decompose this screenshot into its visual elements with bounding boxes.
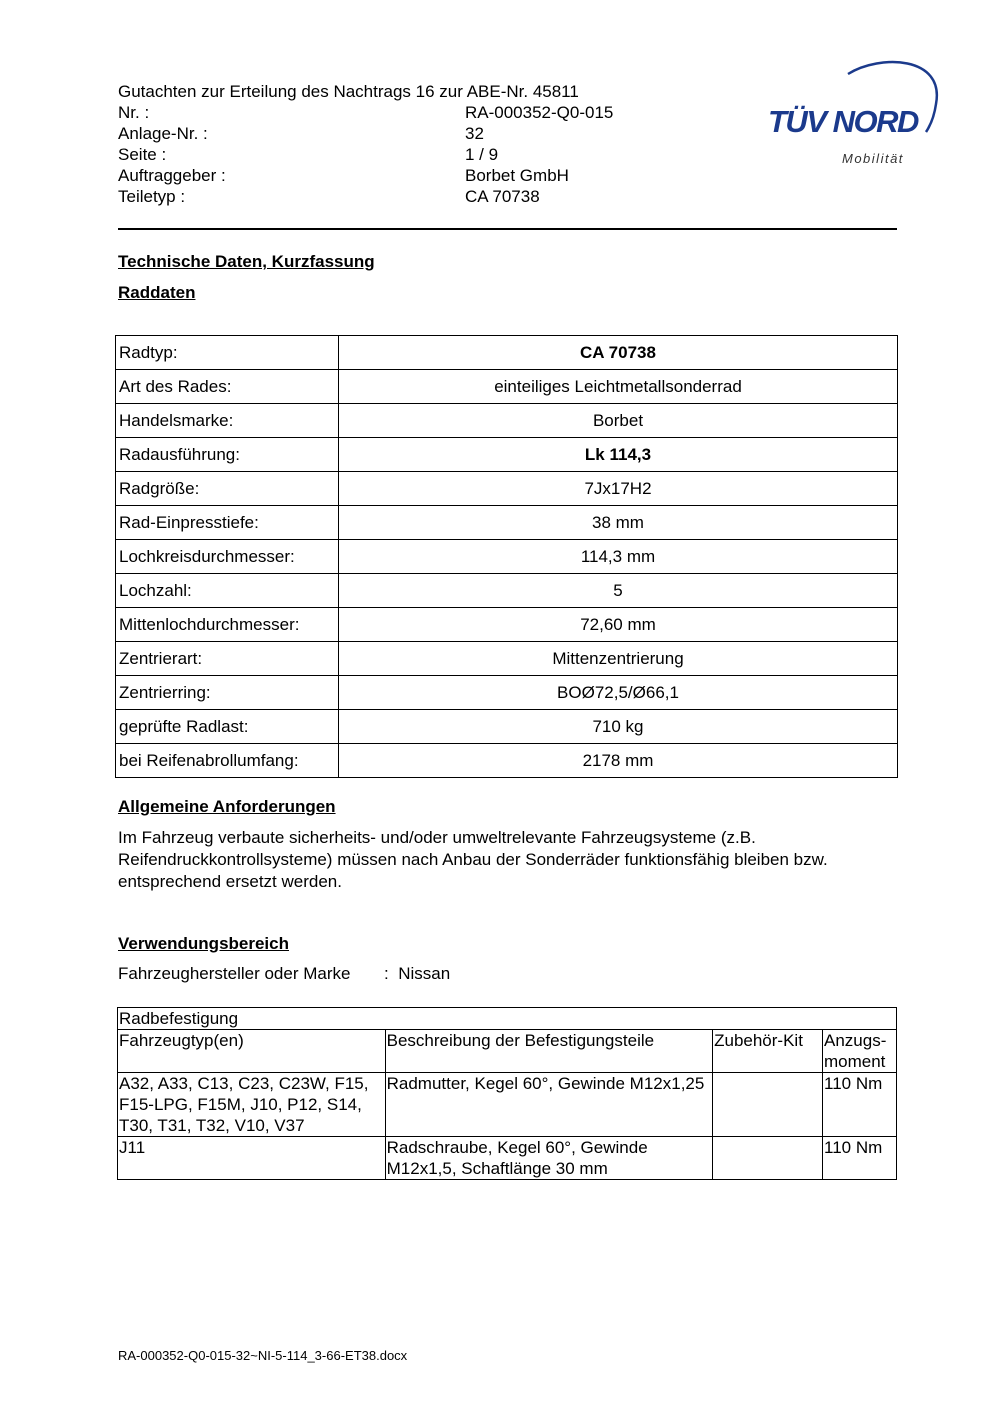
row-label: Radausführung: xyxy=(116,438,339,472)
verwendung-heading: Verwendungsbereich xyxy=(118,934,289,953)
row-value: BOØ72,5/Ø66,1 xyxy=(339,676,898,710)
row-value: 114,3 mm xyxy=(339,540,898,574)
table-row xyxy=(116,608,898,642)
row-value: 5 xyxy=(339,574,898,608)
header-divider xyxy=(118,228,897,230)
torque: 110 Nm xyxy=(823,1073,897,1137)
mounting-table xyxy=(117,1007,897,1180)
maker-label: Fahrzeughersteller oder Marke xyxy=(118,964,351,983)
table-row xyxy=(116,336,898,370)
row-value: Lk 114,3 xyxy=(339,438,898,472)
row-value: einteiliges Leichtmetallsonderrad xyxy=(339,370,898,404)
fastener-description: Radschraube, Kegel 60°, Gewinde M12x1,5, Schaftlänge 30 mm xyxy=(385,1137,712,1180)
table-title: Radbefestigung xyxy=(118,1008,897,1030)
header-row-auftraggeber xyxy=(118,165,569,186)
table-row xyxy=(118,1073,897,1137)
header-label: Anlage-Nr. : xyxy=(118,124,208,143)
row-label: Lochkreisdurchmesser: xyxy=(116,540,339,574)
fastener-description: Radmutter, Kegel 60°, Gewinde M12x1,25 xyxy=(385,1073,712,1137)
header-row-seite xyxy=(118,144,499,165)
logo-subtitle: Mobilität xyxy=(842,151,904,166)
table-row xyxy=(116,404,898,438)
torque: 110 Nm xyxy=(823,1137,897,1180)
table-row xyxy=(116,370,898,404)
row-label: geprüfte Radlast: xyxy=(116,710,339,744)
header-value: Borbet GmbH xyxy=(465,166,569,185)
table-row xyxy=(116,472,898,506)
row-label: Handelsmarke: xyxy=(116,404,339,438)
row-value: 710 kg xyxy=(339,710,898,744)
section-title: Technische Daten, Kurzfassung xyxy=(118,252,375,271)
vehicle-types: J11 xyxy=(118,1137,386,1180)
header-label: Teiletyp : xyxy=(118,187,186,206)
header-label: Auftraggeber : xyxy=(118,166,226,185)
table-row xyxy=(118,1137,897,1180)
header-label: Seite : xyxy=(118,145,167,164)
row-value: 38 mm xyxy=(339,506,898,540)
logo-wordmark: TÜV NORD xyxy=(768,104,918,139)
report-title: Gutachten zur Erteilung des Nachtrags 16 zur ABE-Nr. 45811 xyxy=(118,82,579,101)
table-row xyxy=(116,744,898,778)
table-row xyxy=(116,710,898,744)
row-label: bei Reifenabrollumfang: xyxy=(116,744,339,778)
column-header: Anzugs- moment xyxy=(823,1030,897,1073)
header-row-teiletyp xyxy=(118,186,540,207)
table-row xyxy=(116,676,898,710)
header-row-nr xyxy=(118,102,614,123)
table-title-row xyxy=(118,1008,897,1030)
header-value: 1 / 9 xyxy=(465,145,499,164)
wheel-data-table xyxy=(115,335,898,778)
row-label: Radtyp: xyxy=(116,336,339,370)
header-value: CA 70738 xyxy=(465,187,540,206)
row-label: Zentrierring: xyxy=(116,676,339,710)
row-value: 72,60 mm xyxy=(339,608,898,642)
accessory-kit xyxy=(713,1137,823,1180)
table-row xyxy=(116,642,898,676)
table-row xyxy=(116,506,898,540)
maker-line xyxy=(118,964,451,984)
column-header: Beschreibung der Befestigungsteile xyxy=(385,1030,712,1073)
row-label: Mittenlochdurchmesser: xyxy=(116,608,339,642)
allgemein-text: Im Fahrzeug verbaute sicherheits- und/oder umweltrelevante Fahrzeugsysteme (z.B. Reifendruckkontrollsysteme) müssen nach Anbau der Sonderräder funktionsfähig bleiben bzw. entsprechend ersetzt werden. xyxy=(118,828,828,891)
footer-filename: RA-000352-Q0-015-32~NI-5-114_3-66-ET38.docx xyxy=(118,1348,408,1363)
row-value: Mittenzentrierung xyxy=(339,642,898,676)
allgemein-heading: Allgemeine Anforderungen xyxy=(118,797,336,816)
maker-value: Nissan xyxy=(398,964,451,983)
row-label: Art des Rades: xyxy=(116,370,339,404)
table-row xyxy=(116,438,898,472)
maker-value-wrap xyxy=(384,964,450,984)
column-header: Fahrzeugtyp(en) xyxy=(118,1030,386,1073)
table-row xyxy=(116,540,898,574)
accessory-kit xyxy=(713,1073,823,1137)
row-label: Lochzahl: xyxy=(116,574,339,608)
column-header: Zubehör-Kit xyxy=(713,1030,823,1073)
row-value: 2178 mm xyxy=(339,744,898,778)
row-label: Zentrierart: xyxy=(116,642,339,676)
row-value: Borbet xyxy=(339,404,898,438)
header-value: 32 xyxy=(465,124,484,143)
row-label: Rad-Einpresstiefe: xyxy=(116,506,339,540)
header-value: RA-000352-Q0-015 xyxy=(465,103,614,122)
row-label: Radgröße: xyxy=(116,472,339,506)
raddaten-heading: Raddaten xyxy=(118,283,196,302)
row-value: 7Jx17H2 xyxy=(339,472,898,506)
header-row-anlage xyxy=(118,123,484,144)
header-label: Nr. : xyxy=(118,103,150,122)
table-row xyxy=(116,574,898,608)
maker-separator: : xyxy=(384,964,389,983)
table-header-row xyxy=(118,1030,897,1073)
vehicle-types: A32, A33, C13, C23, C23W, F15, F15-LPG, F15M, J10, P12, S14, T30, T31, T32, V10, V37 xyxy=(118,1073,386,1137)
row-value: CA 70738 xyxy=(339,336,898,370)
